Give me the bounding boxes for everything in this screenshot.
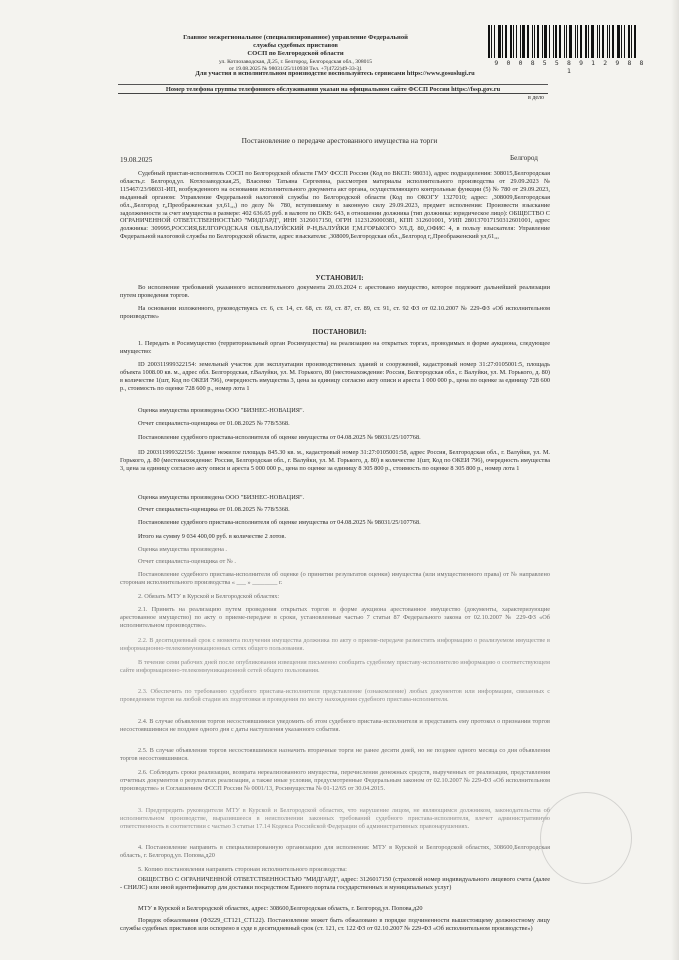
barcode-bar	[502, 25, 503, 58]
blank-report: Отчет специалиста-оценщика от № .	[138, 558, 236, 565]
barcode-bar	[569, 25, 572, 58]
barcode-bar	[559, 25, 561, 58]
document-city: Белгород	[510, 154, 538, 162]
scan-edge-shadow	[671, 0, 679, 960]
lot2-resolution: Постановление судебного пристава-исполнителя об оценке имущества от 04.08.2025 № 98031/25/107768.	[138, 519, 421, 526]
document-title: Постановление о передаче арестованного имущества на торги	[241, 136, 438, 145]
barcode-bar	[577, 25, 578, 58]
lot1-appraiser: Оценка имущества произведена ООО "БИЗНЕС-НОВАЦИЯ".	[138, 407, 305, 414]
barcode-bar	[634, 25, 636, 58]
header-department: СОСП по Белгородской области	[247, 50, 344, 58]
basis-text: На основании изложенного, руководствуясь ст. 6, ст. 14, ст. 68, ст. 69, ст. 87, ст. 89, ст. 91, ст. 92 ФЗ от 02.10.2007 № 229-ФЗ «Об исполнительном производстве»	[120, 305, 550, 320]
barcode-bar	[544, 25, 547, 58]
blank-appraiser: Оценка имущества произведена .	[138, 546, 228, 553]
barcode-bar	[591, 25, 594, 58]
item2-5: 2.4. В случае объявления торгов несостоявшимися уведомить об этом судебного пристава-исполнителя и представить ему протокол о признании торгов несостоявшимися не позднее одного дня с даты наступления указанного события.	[120, 718, 550, 733]
barcode-bar	[585, 25, 587, 58]
barcode-bar	[491, 25, 492, 58]
barcode-bar	[580, 25, 582, 58]
item2-7: 2.6. Соблюдать сроки реализации, возврата нереализованного имущества, перечисления денежных средств, вырученных от реализации, представления отчетных документов о результатах реализации, а также иные условия, предусмотренные Федеральным законом от 02.10.2007 № 229-ФЗ «Об исполнительном производстве» и Соглашением ФССП России № 0001/13, Росимущества № 01-12/65 от 30.04.2015.	[120, 769, 550, 792]
barcode-bar	[534, 25, 535, 58]
item2-6: 2.5. В случае объявления торгов несостоявшимися назначить вторичные торги не ранее десяти дней, но не позднее одного месяца со дня объявления торгов несостоявшимися.	[120, 747, 550, 762]
barcode-number: 9 0 0 8 5 5 8 9 1 2 9 8 8 1	[494, 59, 646, 75]
barcode-bar	[564, 25, 565, 58]
barcode-bar	[628, 25, 630, 58]
lot1-description: ID 200311999322154: земельный участок для эксплуатации производственных зданий и сооружений, кадастровый номер 31:27:0105001:5, площадь объекта 1008.00 кв. м., адрес обл. Белгородская, г.Валуйки, ул. М. Горького, 80 (местонахождение: Россия, Белгородская обл., г. Валуйки, ул. М. Горького, д. 80) в количестве 1(шт, Код по ОКЕИ 796), очередность имущества 3, цена за единицу согласно акту описи и ареста 1 000 000 р., цена по оценке за единицу 728 600 р., стоимость по оценке 728 600 р., номер лота 1	[120, 361, 550, 392]
document-header	[118, 34, 473, 73]
barcode-bar	[597, 25, 598, 58]
barcode-bar	[516, 25, 517, 58]
ustanovil-text: Во исполнение требований указанного исполнительного документа 20.03.2024 г. арестовано имущество, которое подлежит дальнейшей реализации путем проведения торгов.	[120, 284, 550, 299]
barcode-bar	[555, 25, 557, 58]
barcode-bar	[505, 25, 507, 58]
item2-3: В течение семи рабочих дней после опубликования извещения письменно сообщить судебному приставу-исполнителю информацию о соответствующем сайте информационно-телекоммуникационной сетей общего пользования.	[120, 659, 550, 674]
header-service: службы судебных приставов	[253, 42, 338, 50]
ustanovil-heading: УСТАНОВИЛ:	[315, 274, 364, 282]
blank-resolution: Постановление судебного пристава-исполнителя об оценке (о принятии результатов оценки) имущества (или имущественного права) от № направлено сторонам исполнительного производства « ___ » ________ г.	[120, 571, 550, 586]
barcode-bar	[631, 25, 632, 58]
lot1-report: Отчет специалиста-оценщика от 01.08.2025 № 778/5368.	[138, 420, 290, 427]
barcode-bar	[488, 25, 490, 58]
barcode	[488, 25, 646, 58]
item3: 3. Предупредить руководителя МТУ в Курской и Белгородской областях, что нарушение лицом, не являющимся должником, законодательства об исполнительном производстве, выразившееся в неисполнении законных требований судебного пристава-исполнителя, влечет административную ответственность в соответствии с частью 3 статьи 17.14 Кодекса Российской Федерации об административных правонарушениях.	[120, 807, 550, 830]
item2-2: 2.2. В десятидневный срок с момента получения имущества должника по акту о приеме-передаче разместить информацию о реализуемом имуществе в информационно-телекоммуникационных сетях общего пользования.	[120, 637, 550, 652]
barcode-bar	[549, 25, 550, 58]
barcode-bar	[553, 25, 554, 58]
barcode-bar	[575, 25, 576, 58]
lot2-report: Отчет специалиста-оценщика от 01.08.2025 № 778/5368.	[138, 506, 290, 513]
barcode-bar	[527, 25, 529, 58]
barcode-bar	[617, 25, 620, 58]
barcode-bar	[520, 25, 521, 58]
header-agency: Главное межрегиональное (специализированное) управление Федеральной	[183, 34, 408, 41]
header-divider	[118, 93, 548, 94]
lot2-appraiser: Оценка имущества произведена ООО "БИЗНЕС-НОВАЦИЯ".	[138, 494, 305, 501]
gosuslugi-notice: Для участия в исполнительном производстве воспользуйтесь сервисами https://www.gosuslugi.ru	[195, 70, 475, 77]
item2-1: 2.1. Принять на реализацию путем проведения открытых торгов в форме аукциона арестованное имущество (документы, характеризующие арестованное имущество) по акту о приеме-передаче в сроки, установленные частью 7 статьи 87 Федерального закона от 02.10.2007 № 229-ФЗ «Об исполнительном производстве».	[120, 606, 550, 629]
item1-intro: 1. Передать в Росимущество (территориальный орган Росимущества) на реализацию на открытых торгах, проводимых в форме аукциона, следующее имущество:	[120, 340, 550, 355]
barcode-bar	[566, 25, 567, 58]
item5: 5. Копию постановления направить сторонам исполнительного производства:	[138, 866, 347, 873]
item2-heading: 2. Обязать МТУ в Курской и Белгородской областях:	[138, 593, 280, 600]
v-delo-mark: в дело	[528, 95, 545, 101]
barcode-bar	[510, 25, 512, 58]
barcode-bar	[602, 25, 604, 58]
barcode-bar	[537, 25, 539, 58]
postanovil-heading: ПОСТАНОВИЛ:	[312, 328, 367, 336]
barcode-bar	[513, 25, 514, 58]
header-address: ул. Котлозаводская, Д.25, г. Белгород, Белгородская обл., 308015	[218, 58, 373, 65]
total-line: Итого на сумму 9 034 400,00 руб. в количестве 2 лотов.	[138, 533, 286, 540]
item5-mtu: МТУ в Курской и Белгородской областях, адрес: 308600,Белгородская область, г. Белгород,ул. Попова,д20	[138, 905, 423, 912]
barcode-bar	[588, 25, 589, 58]
item2-4: 2.3. Обеспечить по требованию судебного пристава-исполнителя представление (ознакомление) любых документов или информации, связанных с проведением торгов на любой стадии их подготовки и проведения по месту нахождения судебного пристава-исполнителя.	[120, 688, 550, 703]
intro-paragraph: Судебный пристав-исполнитель СОСП по Белгородской области ГМУ ФССП России (Код по ВКСП: 98031), адрес подразделения: 308015,Белгородская область,г. Белгород,ул. Котлозаводская,25, Власенко Татьяна Сергеевна, рассмотрев материалы исполнительного производства от 29.09.2023 № 115467/23/98031-ИП, возбужденного на основании исполнительного документа акт органа, осуществляющего контрольные функции (5) № 780 от 29.09.2023, выданный органом: Управление Федеральной налоговой службы по Белгородской области (Код по ОКОГУ 1327010; адрес: ,308009,Белгородская обл.,,Белгород г,,Преображенская ул,61,,,) по делу № 780, вступившему в законную силу 29.09.2023, предмет исполнения: Произвести взыскание задолженности за счет имущества в размере: 402 636.65 руб. в валюте по ОКВ: 643, в отношении должника (тип должника: юридическое лицо): ОБЩЕСТВО С ОГРАНИЧЕННОЙ ОТВЕТСТВЕННОСТЬЮ "МИДГАРД", ИНН 3126017150, ОГРН 1123126000381, КПП 312601001, УИП 280137017150312601001, адрес должника: 309995,РОССИЯ,БЕЛГОРОДСКАЯ ОБЛ,ВАЛУЙСКИЙ Р-Н,ВАЛУЙКИ Г,М.ГОРЬКОГО УЛ.Д. 80,,ОФИС 4, в пользу взыскателя: Управление Федеральной налоговой службы по Белгородской области, адрес взыскателя: ,308009,Белгородская обл.,,Белгород г,,Преображенский ул,61,,,	[120, 170, 550, 241]
barcode-bar	[607, 25, 608, 58]
barcode-bar	[494, 25, 495, 58]
barcode-bar	[612, 25, 614, 58]
lot1-resolution: Постановление судебного пристава-исполнителя об оценке имущества от 04.08.2025 № 98031/25/107768.	[138, 434, 421, 441]
barcode-bar	[542, 25, 543, 58]
barcode-bar	[599, 25, 600, 58]
barcode-bar	[624, 25, 625, 58]
phone-notice: Номер телефона группы телефонного обслуживания указан на официальном сайте ФССП России https://fssp.gov.ru	[118, 84, 548, 93]
header-reg-number: от 19.08.2025 № 98031/25/110938 Тел. +7(4722)49-33-31	[228, 65, 363, 72]
barcode-bar	[522, 25, 525, 58]
appeal-procedure: Порядок обжалования (ФЗ229_СТ121_СТ122). Постановление может быть обжаловано в порядке подчиненности вышестоящему должностному лицу службы судебных приставов или оспорено в суде в десятидневный срок (ст. 121, ст. 122 ФЗ от 02.10.2007 № 229-ФЗ «Об исполнительном производстве»)	[120, 917, 550, 932]
lot2-description: ID 200311999322156: Здание нежилое площадь 845.30 кв. м., кадастровый номер 31:27:0105001:58, адрес Россия, Белгородская обл., г. Валуйки, ул. М. Горького, д. 80 (местонахождение: Россия, Белгородская обл., г. Валуйки, ул. М. Горького, д. 80) в количестве 1(шт, Код по ОКЕИ 796), очередность имущества 3, цена за единицу согласно акту описи и ареста 5 000 000 р., цена по оценке за единицу 8 305 800 р., стоимость по оценке 8 305 800 р., номер лота 1	[120, 449, 550, 472]
barcode-bar	[621, 25, 622, 58]
barcode-bar	[532, 25, 533, 58]
item4: 4. Постановление направить в специализированную организацию для исполнения: МТУ в Курской и Белгородской областях, 308600,Белгородская область, г. Белгород,ул. Попова,д20	[120, 844, 550, 859]
document-date: 19.08.2025	[120, 156, 153, 164]
item5-debtor: ОБЩЕСТВО С ОГРАНИЧЕННОЙ ОТВЕТСТВЕННОСТЬЮ "МИДГАРД", адрес: 3126017150 (страховой номер индивидуального лицевого счета (далее - СНИЛС) или иной идентификатор для доставки посредством Единого портала государственных и муниципальных услуг)	[120, 876, 550, 891]
barcode-bar	[498, 25, 501, 58]
faint-stamp	[540, 792, 632, 884]
barcode-bar	[609, 25, 610, 58]
